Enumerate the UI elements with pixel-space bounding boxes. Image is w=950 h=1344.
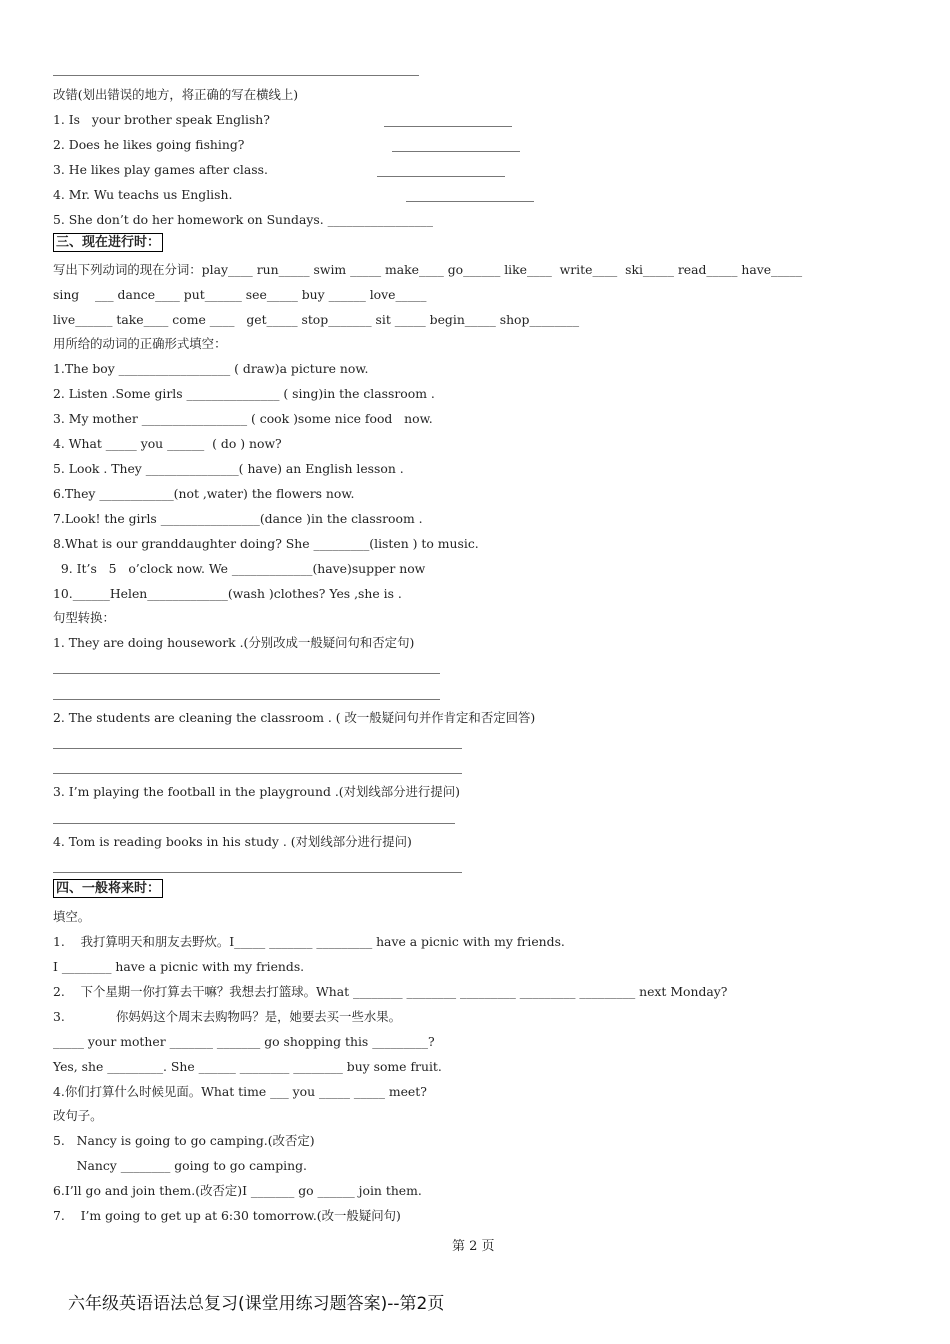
correction-item-2: 2. Does he likes going fishing? — [53, 137, 245, 152]
page-number: 第 2 页 — [452, 1239, 495, 1254]
fill-title: 用所给的动词的正确形式填空： — [53, 336, 227, 351]
answer-line — [53, 872, 462, 873]
answer-line — [53, 823, 455, 824]
participle-line-2: sing ___ dance____ put______ see_____ buy ______ love_____ — [53, 287, 427, 302]
transform-title: 句型转换： — [53, 610, 115, 625]
transform-item-1: 1. They are doing housework .(分别改成一般疑问句和否定句) — [53, 635, 415, 650]
section4-heading: 四、一般将来时： — [53, 879, 163, 898]
fill-item-9: 9. It’s 5 o’clock now. We _____________(have)supper now — [53, 561, 426, 576]
correction-item-3: 3. He likes play games after class. — [53, 162, 268, 177]
fill-item-6: 6.They ____________(not ,water) the flowers now. — [53, 486, 355, 501]
fill-item-7: 7.Look! the girls ________________(dance )in the classroom . — [53, 511, 423, 526]
section3-heading: 三、现在进行时： — [53, 233, 163, 252]
participle-line-3: live______ take____ come ____ get_____ stop_______ sit _____ begin_____ shop________ — [53, 312, 580, 327]
transform-item-2: 2. The students are cleaning the classroom . ( 改一般疑问句并作肯定和否定回答) — [53, 710, 536, 725]
section4-line-5: _____ your mother _______ _______ go shopping this _________? — [53, 1034, 435, 1049]
fill-item-1: 1.The boy __________________ ( draw)a picture now. — [53, 361, 369, 376]
fill-item-3: 3. My mother _________________ ( cook )some nice food now. — [53, 411, 433, 426]
correction-title: 改错(划出错误的地方，将正确的写在横线上) — [53, 87, 299, 102]
answer-blank — [406, 201, 534, 202]
section4-line-9: 5. Nancy is going to go camping.(改否定) — [53, 1133, 315, 1148]
fill-item-4: 4. What _____ you ______ ( do ) now? — [53, 436, 282, 451]
correction-item-1: 1. Is your brother speak English? — [53, 112, 270, 127]
answer-blank — [377, 176, 505, 177]
section4-line-1: 1. 我打算明天和朋友去野炊。I_____ _______ _________ have a picnic with my friends. — [53, 934, 565, 949]
correction-item-4: 4. Mr. Wu teachs us English. — [53, 187, 233, 202]
fill-item-5: 5. Look . They _______________( have) an English lesson . — [53, 461, 404, 476]
section4-line-4: 3. 你妈妈这个周末去购物吗？是，她要去买一些水果。 — [53, 1009, 402, 1024]
fill-item-2: 2. Listen .Some girls _______________ ( sing)in the classroom . — [53, 386, 435, 401]
participle-prompt: 写出下列动词的现在分词：play____ run_____ swim _____ make____ go______ like____ write____ ski_____ read_____ have_____ — [53, 262, 803, 277]
fill-item-8: 8.What is our granddaughter doing? She _________(listen ) to music. — [53, 536, 479, 551]
answer-line — [53, 748, 462, 749]
transform-item-4: 4. Tom is reading books in his study . (对划线部分进行提问) — [53, 834, 412, 849]
section4-line-3: 2. 下个星期一你打算去干嘛？我想去打篮球。What ________ ________ _________ _________ _________ next Monday? — [53, 984, 728, 999]
correction-item-5: 5. She don’t do her homework on Sundays. _________________ — [53, 212, 433, 227]
answer-blank — [384, 126, 512, 127]
section4-line-7: 4.你们打算什么时候见面。What time ___ you _____ _____ meet? — [53, 1084, 427, 1099]
section4-line-11: 6.I’ll go and join them.(改否定)I _______ go ______ join them. — [53, 1183, 422, 1198]
section4-line-6: Yes, she _________. She ______ ________ ________ buy some fruit. — [53, 1059, 442, 1074]
section4-line-10: Nancy ________ going to go camping. — [53, 1158, 307, 1173]
section4-line-8: 改句子。 — [53, 1108, 103, 1123]
footer-title: 六年级英语语法总复习(课堂用练习题答案)--第2页 — [68, 1294, 445, 1314]
top-rule — [53, 75, 419, 76]
section4-line-2: I ________ have a picnic with my friends. — [53, 959, 305, 974]
section4-fill-title: 填空。 — [53, 909, 91, 924]
section4-line-12: 7. I’m going to get up at 6:30 tomorrow.(改一般疑问句) — [53, 1208, 401, 1223]
answer-line — [53, 699, 440, 700]
answer-line — [53, 673, 440, 674]
fill-item-10: 10.______Helen_____________(wash )clothes? Yes ,she is . — [53, 586, 402, 601]
transform-item-3: 3. I’m playing the football in the playground .(对划线部分进行提问) — [53, 784, 460, 799]
answer-line — [53, 773, 462, 774]
answer-blank — [392, 151, 520, 152]
